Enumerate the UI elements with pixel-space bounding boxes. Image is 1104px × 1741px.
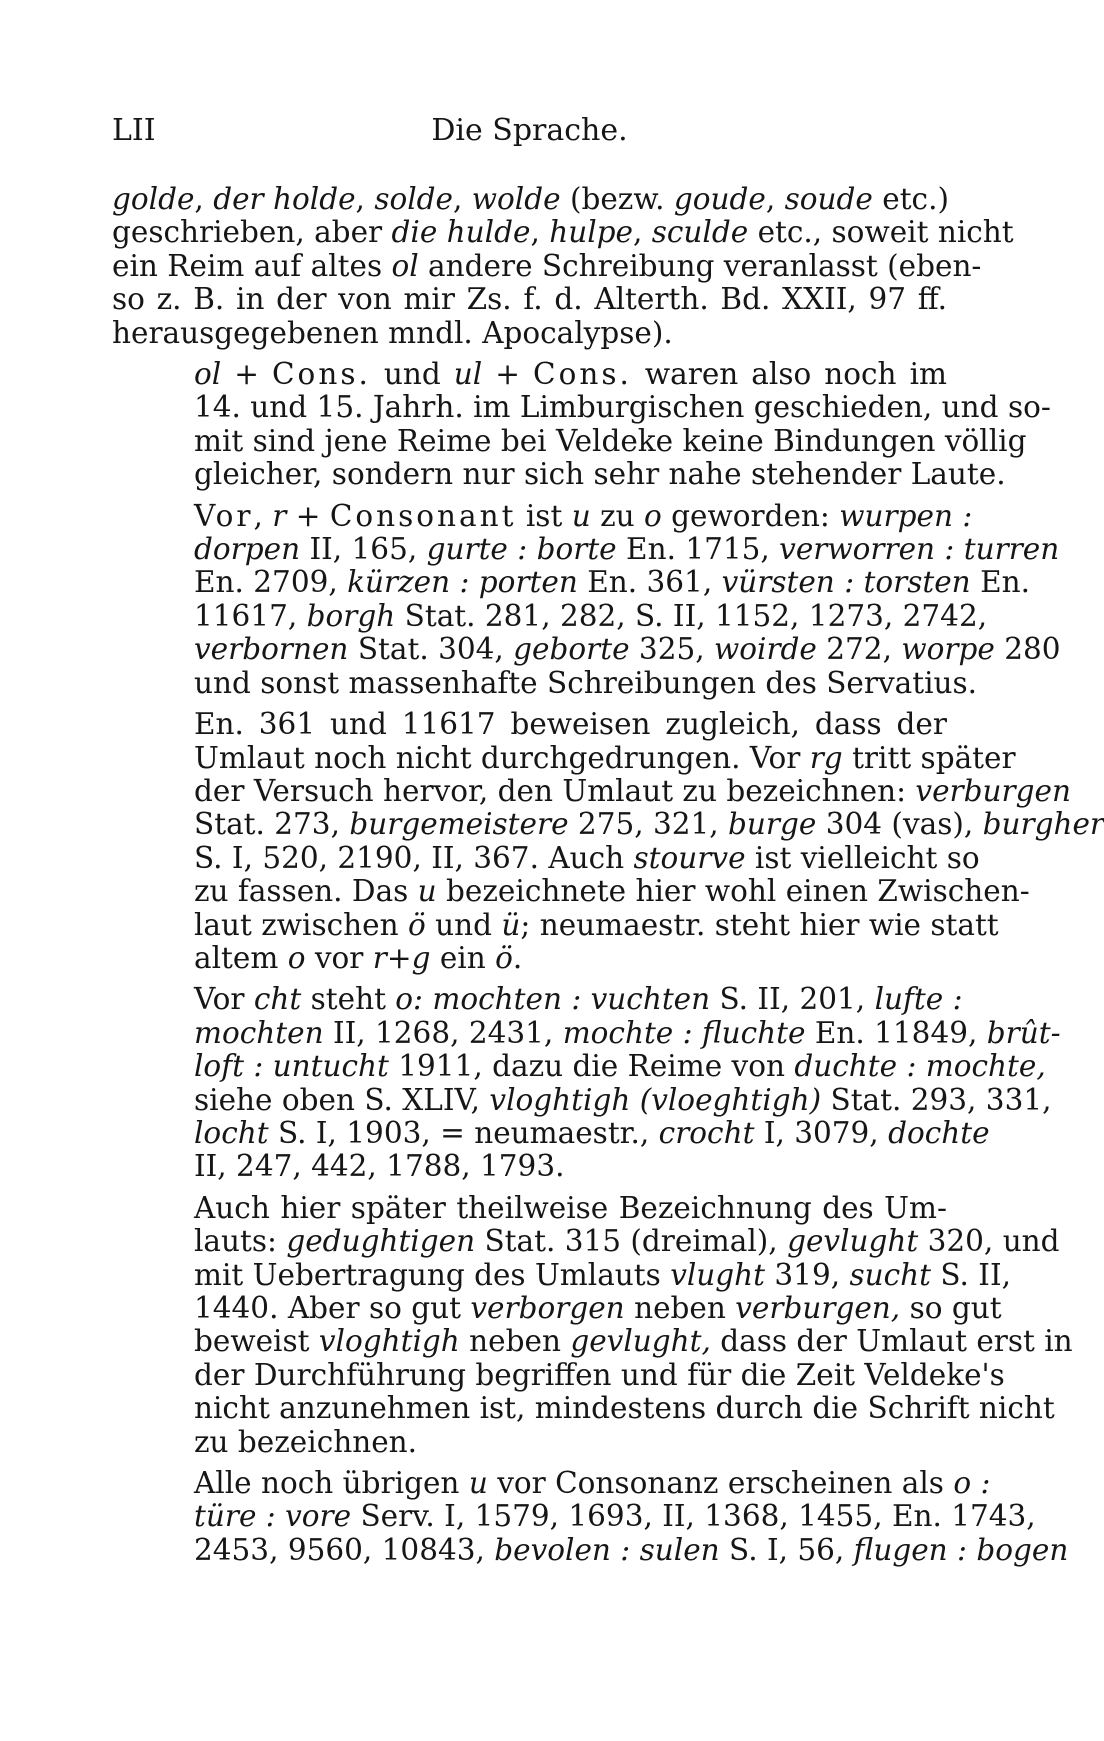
text-run: bezeichnete hier wohl einen Zwischen-: [436, 874, 1030, 909]
text-line: [112, 1357, 1005, 1392]
text-run: I, 3079,: [754, 1115, 889, 1150]
italic-term: brût-: [986, 1015, 1061, 1050]
paragraph: [112, 982, 1061, 1184]
text-line: [112, 773, 1071, 808]
italic-term: vürsten : torsten: [721, 565, 971, 600]
text-run: vor Consonanz erscheinen als: [487, 1466, 954, 1501]
italic-term: solde: [374, 182, 453, 216]
paragraph: [112, 498, 1061, 700]
italic-term: ö: [407, 907, 426, 942]
text-run: Stat. 273,: [194, 807, 350, 842]
italic-term: verworren : turren: [779, 532, 1060, 567]
text-run: Vor: [194, 982, 254, 1017]
italic-term: gevlught: [787, 1224, 919, 1259]
italic-term: crocht: [658, 1115, 755, 1150]
text-run: siehe oben S. XLIV,: [194, 1082, 490, 1117]
text-line: [112, 565, 1030, 600]
italic-term: der holde: [213, 182, 356, 216]
text-run: Stat. 281, 282, S. II, 1152, 1273, 2742,: [395, 598, 988, 633]
text-run: Auch hier später theilweise Bezeichnung des Um-: [194, 1190, 947, 1225]
paragraph: [112, 707, 1104, 975]
text-line: [112, 1532, 1069, 1567]
text-line: [112, 598, 988, 633]
text-line: [112, 498, 973, 533]
text-run: dass der Umlaut erst in: [710, 1324, 1073, 1359]
text-run: laut zwischen: [194, 907, 408, 942]
italic-term: türe : vore: [194, 1499, 352, 1534]
italic-term: o: [643, 498, 662, 533]
text-line: [112, 1291, 1002, 1325]
italic-term: burgemeistere: [349, 807, 569, 842]
text-line: [112, 317, 947, 350]
text-run: En. 361 und 11617 beweisen zugleich, dass der: [194, 707, 947, 742]
text-run: so z. B. in der von mir Zs. f. d. Alterth. Bd. XXII, 97 ff.: [112, 282, 947, 317]
italic-term: vloghtigh: [318, 1324, 460, 1359]
text-run: En. 361,: [577, 565, 722, 600]
paragraph: [112, 182, 1014, 350]
italic-term: duchte : mochte,: [794, 1049, 1046, 1084]
text-run: S. II, 201,: [710, 982, 875, 1017]
page-header: [112, 113, 947, 157]
text-run: Cons.: [271, 357, 371, 392]
text-run: II, 1268, 2431,: [323, 1015, 563, 1050]
italic-term: burgher: [982, 807, 1104, 842]
text-run: ; neumaestr. steht hier wie statt: [520, 907, 999, 942]
text-run: 320, und: [918, 1224, 1060, 1259]
text-run: nicht anzunehmen ist, mindestens durch die Schrift nicht: [194, 1391, 1055, 1426]
text-run: zu fassen. Das: [194, 874, 418, 909]
text-run: Stat. 304,: [348, 632, 514, 667]
italic-term: burge: [728, 807, 817, 842]
text-run: 14. und 15. Jahrh. im Limburgischen geschieden, und so-: [194, 390, 1051, 425]
text-run: 272,: [816, 632, 902, 667]
text-line: [112, 423, 1027, 458]
italic-term: stourve: [633, 840, 746, 875]
italic-term: bevolen : sulen: [494, 1532, 720, 1567]
text-run: 280: [994, 632, 1061, 667]
paragraph: [112, 1190, 1073, 1459]
text-run: 319,: [765, 1257, 850, 1292]
text-run: ,: [253, 498, 273, 533]
text-run: +: [482, 357, 533, 392]
text-run: II, 165,: [300, 532, 427, 567]
text-run: geworden:: [661, 498, 840, 533]
paragraph: [112, 357, 1051, 492]
text-run: II, 247, 442, 1788, 1793.: [194, 1149, 565, 1184]
italic-term: mochte : fluchte: [562, 1015, 806, 1050]
text-run: ,: [453, 182, 472, 216]
text-line: [112, 532, 1060, 567]
text-line: [112, 1426, 947, 1459]
text-run: etc.): [872, 182, 949, 216]
italic-term: gevlught,: [570, 1324, 711, 1359]
italic-term: lufte :: [874, 982, 963, 1017]
italic-term: o: [287, 940, 306, 975]
text-run: +: [386, 940, 412, 975]
text-line: [112, 215, 1014, 250]
text-run: S. I, 1903, = neumaestr.,: [268, 1115, 659, 1150]
italic-term: dochte: [888, 1115, 990, 1150]
italic-term: ul: [453, 357, 483, 392]
text-line: [112, 1115, 990, 1150]
text-line: [112, 358, 947, 391]
text-run: 275, 321,: [568, 807, 729, 842]
text-run: mit Uebertragung des Umlauts: [194, 1257, 671, 1292]
italic-term: ol: [391, 248, 419, 283]
italic-term: golde: [112, 182, 195, 216]
italic-term: u: [468, 1466, 488, 1501]
italic-term: locht: [194, 1115, 269, 1150]
italic-term: u: [417, 874, 437, 909]
text-run: tritt später: [842, 740, 1016, 775]
text-line: [112, 907, 999, 942]
text-line: [112, 183, 947, 216]
text-run: En. 2709,: [194, 565, 348, 600]
text-run: (bezw.: [560, 182, 674, 216]
text-run: Vor: [194, 498, 254, 533]
text-run: und: [370, 357, 454, 392]
italic-term: r: [272, 498, 287, 533]
italic-term: geborte: [513, 632, 630, 667]
italic-term: dorpen: [194, 532, 301, 567]
text-run: andere Schreibung veranlasst (eben-: [418, 248, 982, 283]
text-line: [112, 632, 1061, 667]
text-run: ist: [516, 498, 572, 533]
text-run: 1440. Aber so gut: [194, 1291, 471, 1325]
paragraph: [112, 1466, 1069, 1567]
page-number: LII: [112, 113, 156, 148]
italic-term: wolde: [471, 182, 561, 216]
italic-term: verburgen,: [735, 1291, 901, 1325]
text-run: Umlaut noch nicht durchgedrungen. Vor: [194, 740, 810, 775]
text-run: neben: [624, 1291, 736, 1325]
text-run: altem: [194, 940, 288, 975]
text-run: so gut: [900, 1291, 1002, 1325]
text-run: ,: [765, 182, 785, 216]
text-line: [112, 1466, 991, 1501]
italic-term: verbornen: [194, 632, 349, 667]
text-line: [112, 1150, 947, 1183]
text-run: geschrieben, aber: [112, 215, 392, 250]
text-run: ist vielleicht so: [745, 840, 980, 875]
text-run: ,: [355, 182, 375, 216]
italic-term: verburgen: [915, 773, 1071, 808]
text-run: ,: [633, 215, 652, 250]
italic-term: worpe: [901, 632, 995, 667]
text-line: [112, 665, 978, 700]
italic-term: borgh: [306, 598, 396, 633]
text-run: waren also noch im: [631, 357, 947, 392]
text-run: der Versuch hervor, den Umlaut zu bezeichnen:: [194, 773, 916, 808]
text-run: zu bezeichnen.: [194, 1424, 418, 1459]
text-run: +: [221, 357, 272, 392]
italic-term: loft : untucht: [194, 1049, 389, 1084]
text-run: En. 1715,: [616, 532, 780, 567]
italic-term: gedughtigen: [286, 1224, 476, 1259]
text-line: [112, 708, 947, 741]
text-line: [112, 1082, 1052, 1117]
italic-term: rg: [809, 740, 843, 775]
text-run: .: [512, 940, 523, 975]
italic-term: mochten: [194, 1015, 324, 1050]
italic-term: kürzen : porten: [347, 565, 578, 600]
text-run: S. I, 56,: [719, 1532, 854, 1567]
text-run: Alle noch übrigen: [194, 1466, 469, 1501]
text-run: herausgegebenen mndl. Apocalypse).: [112, 315, 673, 350]
text-run: S. II,: [931, 1257, 1011, 1292]
text-run: Cons.: [533, 357, 632, 392]
running-title: Die Sprache.: [431, 113, 628, 148]
text-line: [112, 1049, 1046, 1084]
italic-term: sucht: [849, 1257, 931, 1292]
text-run: 325,: [629, 632, 714, 667]
text-run: gleicher, sondern nur sich sehr nahe stehender Laute.: [194, 457, 1006, 492]
text-run: mit sind jene Reime bei Veldeke keine Bindungen völlig: [194, 423, 1027, 458]
text-run: +: [286, 498, 330, 533]
italic-term: o :: [953, 1466, 991, 1501]
italic-term: wurpen :: [839, 498, 973, 533]
text-line: [112, 874, 1030, 909]
text-run: S. I, 520, 2190, II, 367. Auch: [194, 840, 634, 875]
text-run: beweist: [194, 1324, 319, 1359]
text-line: [112, 942, 947, 975]
italic-term: r: [372, 940, 387, 975]
italic-term: ü: [501, 907, 521, 942]
text-line: [112, 1192, 947, 1225]
text-run: Serv. I, 1579, 1693, II, 1368, 1455, En. 1743,: [351, 1499, 1036, 1534]
text-line: [112, 1257, 1011, 1292]
text-run: 2453, 9560, 10843,: [194, 1532, 495, 1567]
italic-term: sculde: [651, 215, 749, 250]
text-run: etc., soweit nicht: [748, 215, 1014, 250]
body-text: [112, 182, 1104, 1567]
italic-term: woirde: [714, 632, 817, 667]
italic-term: o: mochten : vuchten: [395, 982, 711, 1017]
italic-term: vloghtigh (vloeghtigh): [489, 1082, 822, 1117]
text-line: [112, 1391, 1055, 1426]
text-line: [112, 248, 982, 283]
text-line: [112, 840, 980, 875]
text-line: [112, 740, 1016, 775]
text-line: [112, 982, 963, 1017]
text-run: 1911, dazu die Reime von: [388, 1049, 795, 1084]
text-run: zu: [590, 498, 644, 533]
text-run: der Durchführung begriffen und für die Zeit Veldeke's: [194, 1357, 1005, 1392]
text-run: ,: [194, 182, 214, 216]
italic-term: verborgen: [470, 1291, 625, 1325]
italic-term: u: [571, 498, 591, 533]
italic-term: goude: [673, 182, 766, 216]
text-line: [112, 283, 947, 316]
text-run: En.: [970, 565, 1030, 600]
italic-term: ö: [495, 940, 513, 975]
text-line: [112, 390, 1051, 425]
italic-term: flugen : bogen: [853, 1532, 1069, 1567]
text-run: ein Reim auf altes: [112, 248, 392, 283]
text-run: und sonst massenhafte Schreibungen des Servatius.: [194, 665, 978, 700]
text-run: ,: [530, 215, 550, 250]
text-line: [112, 1499, 1036, 1534]
text-line: [112, 1224, 1060, 1259]
italic-term: cht: [253, 982, 302, 1017]
italic-term: vlught: [670, 1257, 766, 1292]
italic-term: die hulde: [391, 215, 531, 250]
text-run: 11617,: [194, 598, 307, 633]
italic-term: g: [411, 940, 431, 975]
text-run: neben: [459, 1324, 571, 1359]
italic-term: hulpe: [549, 215, 633, 250]
text-run: Stat. 315 (dreimal),: [475, 1224, 788, 1259]
text-run: vor: [305, 940, 373, 975]
text-run: lauts:: [194, 1224, 287, 1259]
text-run: ein: [430, 940, 496, 975]
text-run: steht: [301, 982, 396, 1017]
text-line: [112, 1015, 1061, 1050]
text-line: [112, 1324, 1073, 1359]
italic-term: gurte : borte: [426, 532, 617, 567]
text-line: [112, 807, 1104, 842]
text-run: En. 11849,: [805, 1015, 987, 1050]
italic-term: soude: [784, 182, 873, 216]
text-line: [112, 457, 1006, 492]
italic-term: ol: [194, 357, 222, 392]
text-run: 304 (vas),: [816, 807, 983, 842]
text-run: und: [425, 907, 502, 942]
text-run: Stat. 293, 331,: [821, 1082, 1052, 1117]
text-run: Consonant: [329, 498, 517, 533]
